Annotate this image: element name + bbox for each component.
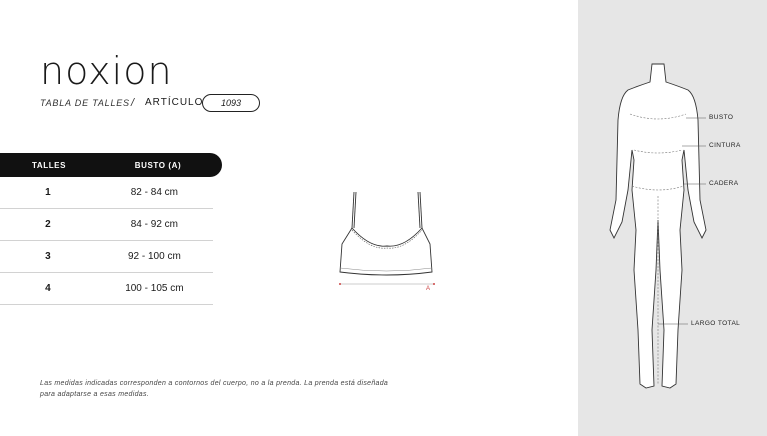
label-total-length: LARGO TOTAL: [691, 320, 741, 327]
bust-cell: 92 - 100 cm: [127, 251, 181, 262]
garment-drawing: [334, 186, 444, 301]
bust-cell: 100 - 105 cm: [125, 283, 184, 294]
bust-cell: 84 - 92 cm: [130, 219, 178, 230]
size-cell: 3: [45, 251, 51, 262]
bust-cell: 82 - 84 cm: [130, 187, 178, 198]
body-figure-panel: [578, 0, 767, 436]
measurement-note: Las medidas indicadas corresponden a contornos del cuerpo, no a la prenda. La prenda está diseñada para adaptarse a esas medidas.: [40, 380, 389, 398]
table-row: [0, 241, 213, 273]
size-table: [0, 153, 222, 305]
article-number-badge: 1093: [202, 94, 260, 112]
body-figure-illustration: [578, 0, 767, 436]
measurement-letter: A: [426, 286, 431, 292]
table-header: [0, 153, 222, 177]
table-row: [0, 273, 213, 305]
size-cell: 1: [45, 187, 51, 198]
size-cell: 4: [45, 283, 51, 294]
column-header-sizes: TALLES: [31, 160, 67, 170]
brand-logo: noxion: [40, 49, 173, 93]
column-header-bust: BUSTO (A): [134, 160, 182, 170]
label-bust: BUSTO: [709, 114, 734, 121]
bralette-sketch: [334, 186, 444, 296]
size-cell: 2: [45, 219, 51, 230]
page-subtitle: TABLA DE TALLES: [40, 98, 130, 108]
label-waist: CINTURA: [709, 142, 741, 149]
table-row: [0, 209, 213, 241]
article-label: ARTÍCULO: [145, 97, 204, 108]
label-hip: CADERA: [709, 180, 739, 187]
header-separator: /: [131, 97, 135, 109]
table-row: [0, 177, 213, 209]
